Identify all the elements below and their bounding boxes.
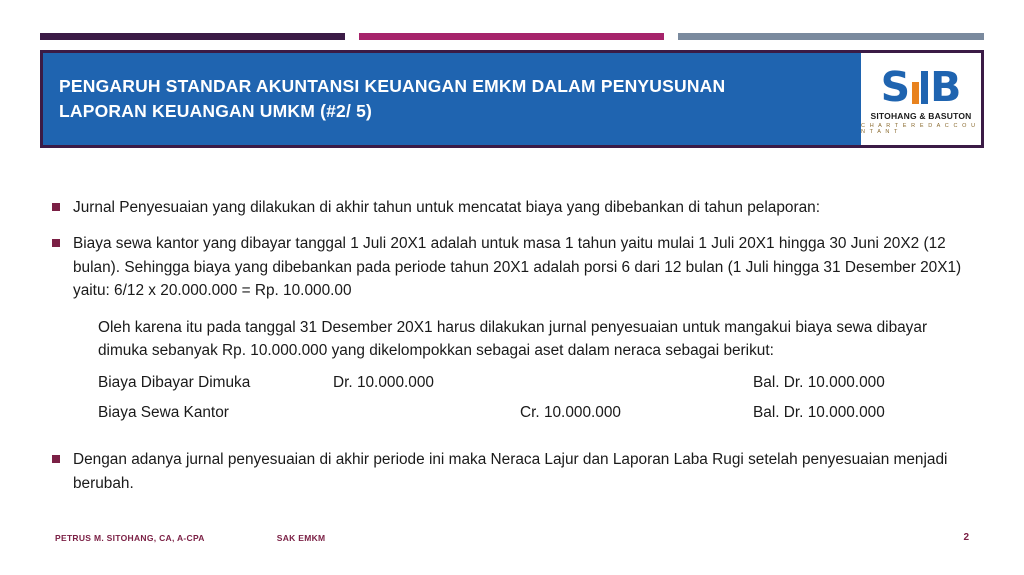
title-line-2: LAPORAN KEUANGAN UMKM <box>59 101 321 121</box>
page-number: 2 <box>963 532 969 543</box>
decorative-top-rules <box>40 33 984 40</box>
slide-content <box>52 196 972 508</box>
bullet-text-3: Dengan adanya jurnal penyesuaian di akhir periode ini maka Neraca Lajur dan Laporan Laba Rugi setelah penyesuaian menjadi berubah. <box>73 451 948 492</box>
logo-letter-s: S <box>880 63 911 111</box>
title-banner-inner <box>43 53 981 145</box>
journal-balance: Bal. Dr. 10.000.000 <box>753 374 885 392</box>
title-banner <box>40 50 984 148</box>
footer-topic: SAK EMKM <box>276 532 326 543</box>
page-title <box>43 74 875 124</box>
journal-debit: Dr. 10.000.000 <box>333 374 434 392</box>
journal-entry-row <box>98 374 972 404</box>
journal-account-name: Biaya Sewa Kantor <box>98 404 229 422</box>
company-logo <box>861 53 981 145</box>
bullet-square-icon <box>52 455 60 463</box>
logo-letter-b: B <box>930 63 962 111</box>
journal-credit: Cr. 10.000.000 <box>520 404 621 422</box>
title-slide-counter: (#2/ 5) <box>320 101 373 121</box>
rule-gray <box>678 33 984 40</box>
title-line-1: PENGARUH STANDAR AKUNTANSI KEUANGAN EMKM DALAM PENYUSUNAN <box>59 76 726 97</box>
bullet-square-icon <box>52 239 60 247</box>
logo-bars-icon <box>912 71 928 104</box>
journal-balance: Bal. Dr. 10.000.000 <box>753 404 885 422</box>
rule-dark <box>40 33 345 40</box>
journal-entry-row <box>98 404 972 434</box>
bullet-item <box>52 232 972 302</box>
bullet-item <box>52 196 972 219</box>
rule-magenta <box>359 33 664 40</box>
bullet-text-1: Jurnal Penyesuaian yang dilakukan di akhir tahun untuk mencatat biaya yang dibebankan di tahun pelaporan: <box>73 199 820 216</box>
logo-company-name: SITOHANG & BASUTON <box>870 111 972 121</box>
bullet-square-icon <box>52 203 60 211</box>
bullet-item <box>52 448 972 495</box>
footer-author: PETRUS M. SITOHANG, CA, A-CPA <box>55 532 205 543</box>
bullet-text-2: Biaya sewa kantor yang dibayar tanggal 1 Juli 20X1 adalah untuk masa 1 tahun yaitu mulai 1 Juli 20X1 hingga 30 Juni 20X2 (12 bulan). Sehingga biaya yang dibebankan pada periode tahun 20X1 adalah porsi 6 dari 12 bulan (1 Juli hingga 31 Desember 20X1) yaitu: 6/12 x 20.000.000 = Rp. 10.000.00 <box>73 235 962 300</box>
slide-footer <box>55 532 969 543</box>
journal-account-name: Biaya Dibayar Dimuka <box>98 374 251 392</box>
logo-mark <box>880 63 962 111</box>
logo-tagline: C H A R T E R E D A C C O U N T A N T <box>861 123 977 135</box>
paragraph-explanation: Oleh karena itu pada tanggal 31 Desember 20X1 harus dilakukan jurnal penyesuaian untuk mangakui biaya sewa dibayar dimuka sebanyak Rp. 10.000.000 yang dikelompokkan sebagai aset dalam neraca sebagai berikut: <box>98 318 928 360</box>
